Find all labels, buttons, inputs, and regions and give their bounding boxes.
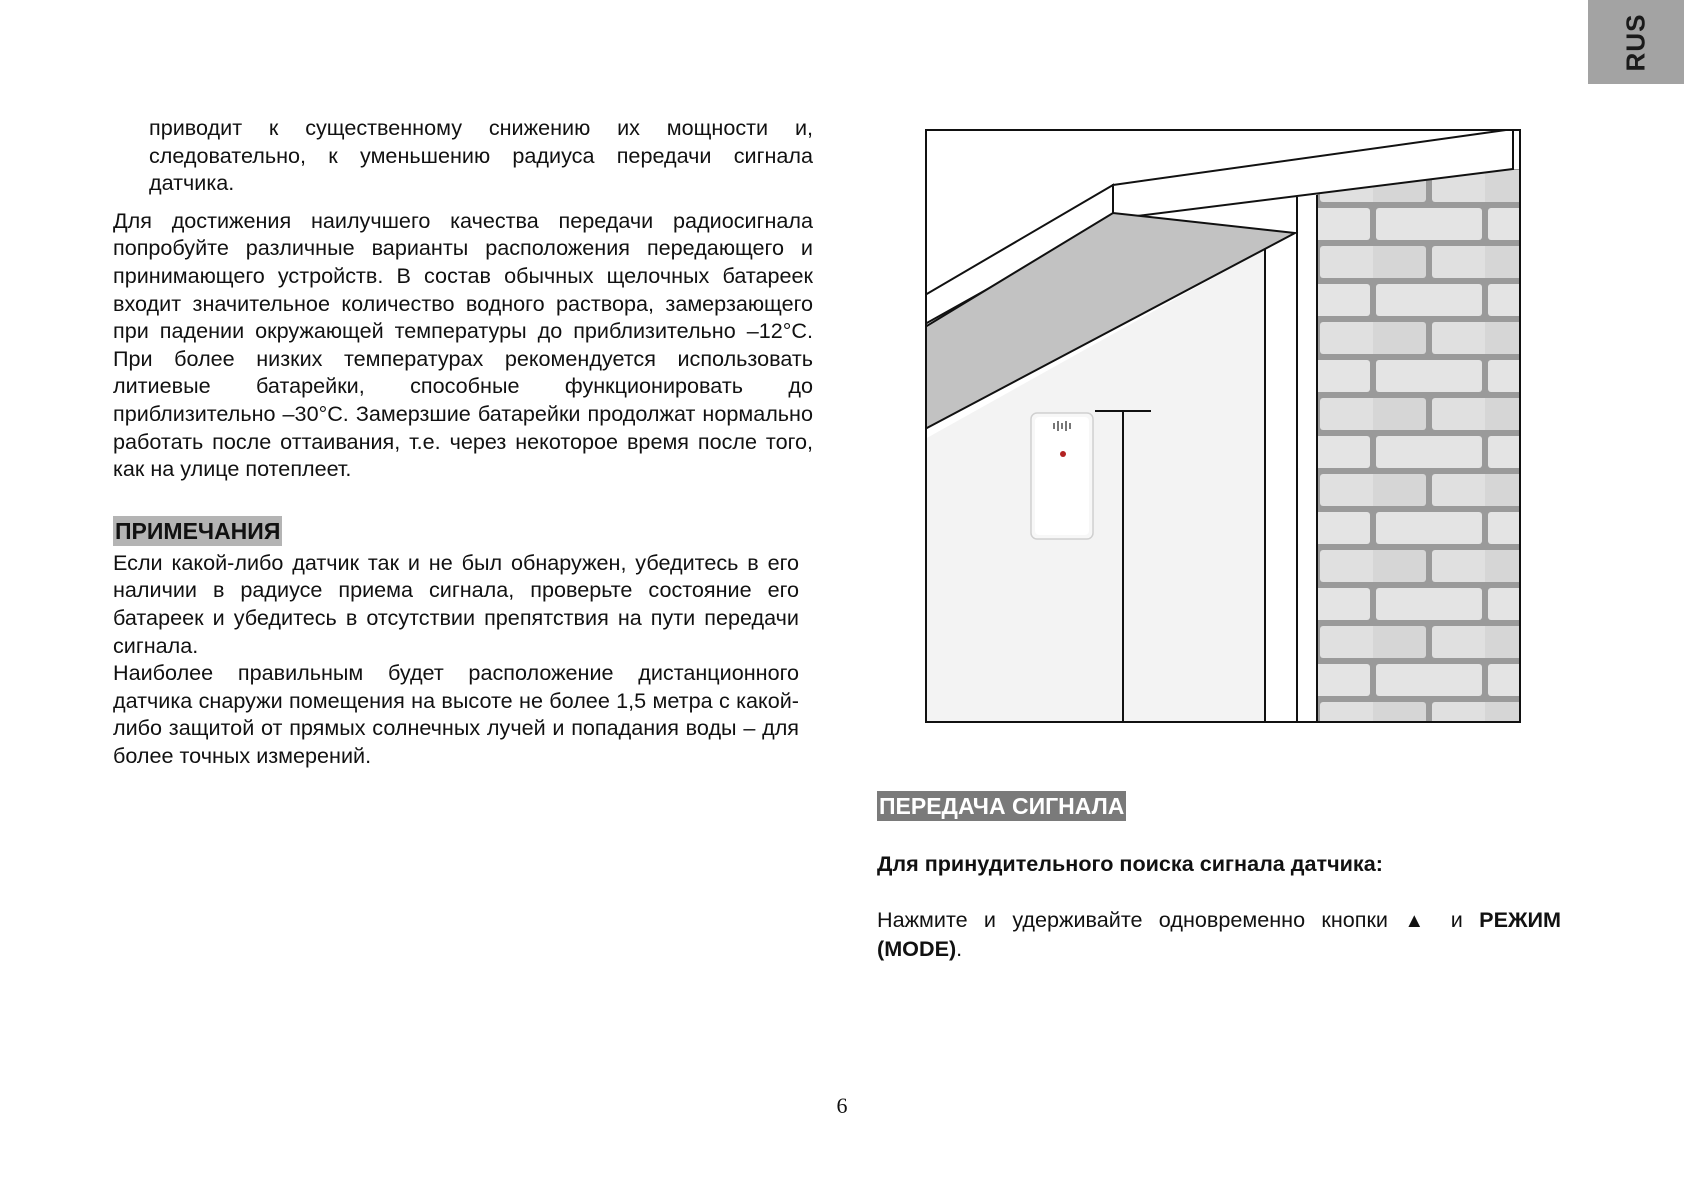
up-arrow-icon: ▲ <box>1404 909 1435 932</box>
paragraph-continuation: приводит к существенному снижению их мощности и, следовательно, к уменьшению радиуса передачи сигнала датчика. <box>149 115 813 196</box>
sensor-device <box>1031 413 1093 539</box>
instruction-end: . <box>956 936 963 962</box>
notes-heading: ПРИМЕЧАНИЯ <box>115 517 281 544</box>
right-column <box>877 791 1567 963</box>
force-search-title: Для принудительного поиска сигнала датчика: <box>877 851 1383 876</box>
page-number: 6 <box>836 1093 848 1118</box>
instruction-and: и <box>1450 906 1463 932</box>
notes-paragraph-2: Наиболее правильным будет расположение дистанционного датчика снаружи помещения на высоте не более 1,5 метра с какой-либо защитой от прямых солнечных лучей и попадания воды – для более точных измерений. <box>113 660 799 768</box>
instruction-paragraph <box>877 906 1561 963</box>
notes-section <box>113 516 813 546</box>
language-tab <box>1588 0 1684 84</box>
mode-button-label: РЕЖИМ (MODE) <box>877 906 1562 962</box>
paragraph-batteries: Для достижения наилучшего качества передачи радиосигнала попробуйте различные варианты расположения передающего и принимающего устройств. В состав обычных щелочных батареек входит значительное количество водного раствора, замерзающего при падении окружающей температуры до приблизительно –12°C. При более низких температурах рекомендуется использовать литиевые батарейки, способные функционировать до приблизительно –30°C. Замерзшие батарейки продолжат нормально работать после оттаивания, т.е. через некоторое время после того, как на улице потеплеет. <box>113 207 813 482</box>
language-label: RUS <box>1620 13 1651 71</box>
brick-wall <box>1317 169 1521 723</box>
sensor-placement-illustration <box>925 129 1521 723</box>
led-indicator-icon <box>1060 451 1066 457</box>
instruction-text: Нажмите и удерживайте одновременно кнопки <box>877 906 1388 932</box>
signal-heading: ПЕРЕДАЧА СИГНАЛА <box>879 793 1125 819</box>
notes-paragraph-1: Если какой-либо датчик так и не был обнаружен, убедитесь в его наличии в радиусе приема сигнала, проверьте состояние его батареек и убедитесь в отсутствии препятствия на пути передачи сигнала. <box>113 549 799 658</box>
left-column <box>113 114 813 769</box>
